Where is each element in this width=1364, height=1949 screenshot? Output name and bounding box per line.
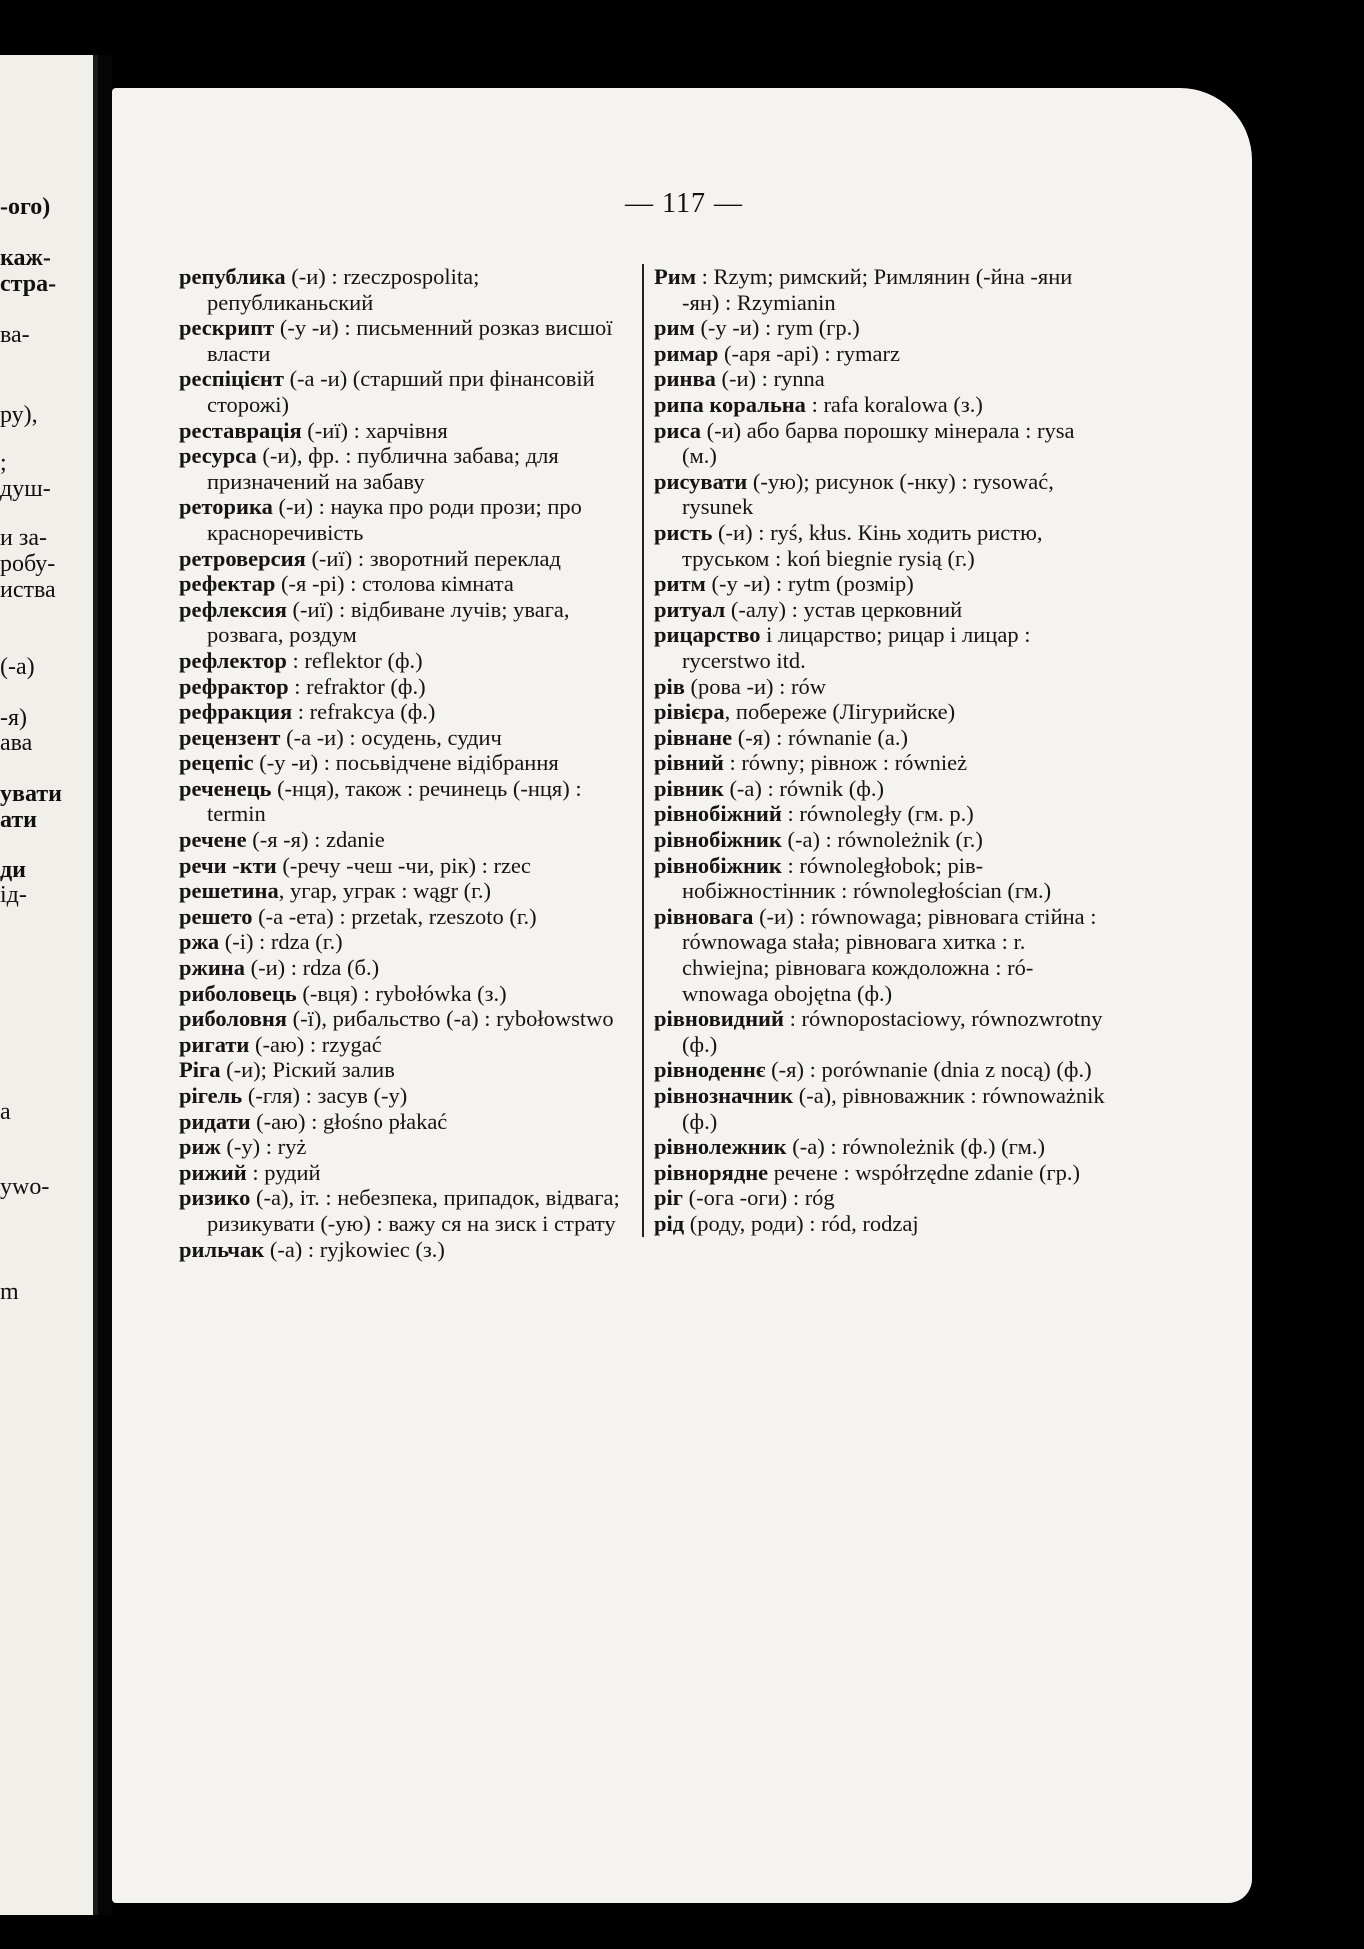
dictionary-entry [654,1160,1106,1186]
entry-definition: (-а -и) : осудень, судич [280,724,502,750]
entry-definition: (-у -и) : посьвідчене відібрання [253,750,559,776]
entry-headword: ритуал [654,596,726,622]
dictionary-entry [179,674,644,700]
dictionary-entry [179,1237,644,1263]
entry-headword: рівнобіжник [654,852,782,878]
left-page-fragment: ава [0,730,33,756]
dictionary-entry [654,801,1106,827]
dictionary-entry [179,1134,644,1160]
left-page-fragment: а [0,1099,11,1125]
entry-definition: (-а) : ryjkowiec (з.) [264,1236,445,1262]
entry-definition: (-у) : ryż [220,1134,307,1160]
dictionary-entry [654,622,1106,673]
dictionary-entry [179,929,644,955]
entry-definition: (-а -ета) : przetak, rzeszoto (г.) [252,903,537,929]
entry-headword: ритм [654,571,706,597]
dictionary-entry [179,443,644,494]
entry-headword: ризико [179,1185,251,1211]
entry-definition: (-нця), також : речинець (-нця) : termin [207,775,582,827]
entry-headword: римар [654,340,719,366]
entry-definition: (-а) : równoleżnik (ф.) (гм.) [786,1134,1045,1160]
dictionary-entry [179,853,644,879]
entry-definition: : refraktor (ф.) [288,673,426,699]
entry-headword: рівний [654,750,724,776]
dictionary-entry [654,366,1106,392]
entry-definition: (-и) : rzeczpospolita; републиканьский [207,264,480,315]
dictionary-entry [654,597,1106,623]
dictionary-entry [179,494,644,545]
entry-headword: рівноденнє [654,1057,766,1083]
entry-definition: (-вця) : rybołówka (з.) [296,980,507,1006]
left-page-fragment: m [0,1279,19,1305]
entry-headword: рівнобіжний [654,801,782,827]
entry-definition: (-а), іт. : небезпека, припадок, відвага; ризикувати (-ую) : важу ся на зиск і страту [207,1185,620,1236]
dictionary-entry [654,699,1106,725]
entry-definition: (-ую); рисунок (-нку) : rysować, rysunek [682,468,1054,520]
left-page-fragment: стра- [0,271,57,297]
dictionary-entry [179,699,644,725]
left-page-fragment: душ- [0,476,51,502]
page-number: — 117 — [625,188,743,219]
dictionary-entry [179,571,644,597]
dictionary-entry [179,597,644,648]
entry-definition: (-і) : rdza (г.) [219,929,343,955]
left-page-fragment: -ого) [0,194,51,220]
entry-definition: (-я -рі) : столова кімната [275,571,514,597]
entry-definition: : rafa koralowa (з.) [805,391,983,417]
entry-definition: : Rzym; римский; Римлянин (-йна -яни -ян) : Rzymianin [682,264,1073,315]
entry-headword: решето [179,903,253,929]
entry-headword: ристь [654,519,713,545]
entry-headword: респіцієнт [179,366,284,392]
entry-headword: рефектар [179,571,276,597]
entry-definition: (-а) : równoleżnik (г.) [781,827,983,853]
entry-definition: (-а), рівноважник : równoważnik (ф.) [682,1083,1105,1134]
entry-headword: реторика [179,494,273,520]
entry-definition: речене : współrzędne zdanie (гр.) [768,1159,1081,1185]
left-page-fragment: -я) [0,705,28,731]
entry-headword: рефлексия [179,596,287,622]
dictionary-entry [179,955,644,981]
left-page-fragment: ати [0,807,37,833]
dictionary-entry [654,1211,1106,1237]
entry-definition: (-у -и) : rym (гр.) [694,315,860,341]
dictionary-entry [179,366,644,417]
entry-definition: (-иї) : відбиване лучів; увага, розвага, роздум [207,596,570,648]
dictionary-entry [179,1185,644,1236]
previous-page-fragment [0,55,98,1915]
dictionary-entry [179,878,644,904]
dictionary-entry [179,315,644,366]
dictionary-entry [179,1083,644,1109]
entry-definition: (-я) : porównanie (dnia z nocą) (ф.) [765,1057,1092,1083]
entry-definition: (-речу -чеш -чи, рік) : rzec [276,852,531,878]
dictionary-entry [654,674,1106,700]
page-gap-shadow [98,55,112,1915]
entry-headword: рисувати [654,468,748,494]
entry-headword: Ріга [179,1057,221,1083]
dictionary-entry [654,1057,1106,1083]
entry-definition: : reflektor (ф.) [286,647,423,673]
entry-headword: рильчак [179,1236,265,1262]
entry-headword: рівієра [654,699,725,725]
entry-headword: ресурса [179,443,257,469]
dictionary-entry [654,853,1106,904]
entry-headword: рівнозначник [654,1083,794,1108]
dictionary-entry [179,418,644,444]
entry-headword: решетина [179,878,279,904]
entry-headword: рижий [179,1159,247,1185]
entry-definition: , угар, уграк : wągr (г.) [278,878,491,904]
entry-definition: (-аря -арі) : rymarz [718,340,900,366]
dictionary-entry [654,1185,1106,1211]
entry-definition: : refrakcya (ф.) [292,699,436,725]
dictionary-entry [654,315,1106,341]
entry-definition: (-аю) : rzygać [249,1031,382,1057]
dictionary-entry [654,264,1106,315]
entry-definition: (-иї) : зворотний переклад [305,545,561,571]
dictionary-entry [654,418,1106,469]
entry-headword: ригати [179,1031,250,1057]
entry-definition: (-и) : rdza (б.) [245,955,380,981]
dictionary-entry [654,750,1106,776]
entry-headword: рівнане [654,724,733,750]
entry-definition: : równoległy (гм. р.) [781,801,974,827]
entry-definition: (-у -и) : rytm (розмір) [705,571,914,597]
left-page-fragment: ; [0,450,7,476]
dictionary-entry [179,1057,644,1083]
entry-headword: ридати [179,1108,251,1134]
entry-definition: (-иї) : харчівня [301,417,448,443]
dictionary-entry [179,1160,644,1186]
entry-definition: (-и) : ryś, kłus. Кінь ходить ристю, труськом : koń biegnie rysią (г.) [682,519,1043,571]
left-page-fragment: каж- [0,245,51,271]
entry-headword: рів [654,673,685,699]
dictionary-entry [179,827,644,853]
entry-definition: (-и) : równowaga; рівновага стійна : równowaga stała; рівновага хитка : r. chwiejna; рівновага кождоложна : równowaga obojętna (ф.) [682,903,1097,1006]
left-page-fragment: ywo- [0,1174,50,1200]
entry-definition: (-а -и) (старший при фінансовій сторожі) [207,366,595,417]
dictionary-entry [179,546,644,572]
entry-headword: рівновидний [654,1006,784,1032]
entry-definition: (рова -и) : rów [684,673,826,699]
entry-headword: рівновага [654,903,754,929]
entry-headword: Рим [654,264,697,289]
entry-definition: (-ога -оги) : róg [682,1185,835,1211]
entry-definition: : рудий [246,1159,321,1185]
dictionary-entry [654,725,1106,751]
entry-definition: , побереже (Лігурийске) [724,699,956,725]
entry-definition: (-гля) : засув (-у) [242,1083,408,1108]
dictionary-entry [654,1134,1106,1160]
dictionary-entry [654,392,1106,418]
entry-definition: : równoległobok; рівнобіжностінник : równoległościan (гм.) [682,852,1052,904]
dictionary-entry [654,1083,1106,1134]
dictionary-entry [179,725,644,751]
left-page-fragment: увати [0,781,62,807]
dictionary-entry [179,1032,644,1058]
entry-headword: рівнолежник [654,1134,787,1160]
dictionary-entry [179,1006,644,1032]
entry-headword: ріг [654,1185,683,1211]
entry-headword: риболовня [179,1006,287,1032]
entry-headword: риболовець [179,980,297,1006]
entry-headword: реставрація [179,417,302,443]
entry-headword: рипа коральна [654,391,806,417]
dictionary-entry [654,520,1106,571]
right-column [642,264,1106,1237]
entry-definition: (-у -и) : письменний розказ висшої власти [207,315,613,366]
entry-headword: рим [654,315,695,341]
entry-definition: (-и), фр. : публична забава; для призначений на забаву [207,443,559,494]
entry-headword: реченець [179,775,272,801]
entry-headword: рескрипт [179,315,275,341]
left-page-fragment: (-а) [0,654,35,680]
entry-headword: рефлектор [179,647,287,673]
left-page-fragment: ва- [0,322,30,348]
dictionary-entry [179,904,644,930]
left-column [179,264,644,1262]
entry-headword: рефракция [179,699,293,725]
dictionary-entry [179,1109,644,1135]
dictionary-entry [654,341,1106,367]
entry-headword: рівник [654,775,724,801]
entry-headword: рівнорядне [654,1159,769,1185]
entry-definition: : równopostaciowy, równozwrotny (ф.) [682,1006,1103,1057]
left-page-fragment: ди [0,857,26,883]
entry-headword: рефрактор [179,673,289,699]
left-page-fragment: ід- [0,882,27,908]
entry-headword: рицарство [654,622,761,648]
entry-definition: (-ї), рибальство (-а) : rybołowstwo [287,1006,614,1032]
entry-definition: (роду, роди) : ród, rodzaj [684,1210,919,1236]
dictionary-entry [654,776,1106,802]
entry-headword: ржина [179,955,246,981]
dictionary-entry [654,571,1106,597]
entry-definition: (-и) : rynna [715,366,825,392]
entry-definition: (-и) або барва порошку мінерала : rysa (м.) [682,417,1075,469]
entry-headword: рецензент [179,724,281,750]
entry-headword: рівнобіжник [654,827,782,853]
left-page-fragment: иства [0,577,56,603]
entry-definition: : równy; рівнож : również [723,750,968,776]
dictionary-entry [654,469,1106,520]
entry-definition: (-а) : równik (ф.) [723,775,884,801]
left-page-fragment: и за- [0,525,47,551]
entry-headword: речене [179,827,247,853]
entry-headword: рід [654,1210,685,1236]
entry-definition: (-аю) : głośno płakać [250,1108,448,1134]
dictionary-entry [179,648,644,674]
dictionary-entry [179,776,644,827]
entry-headword: рігель [179,1083,243,1108]
left-page-fragment: ру), [0,402,38,428]
entry-definition: (-я) : równanie (а.) [732,724,908,750]
entry-definition: і лицарство; рицар і лицар : rycerstwo itd. [682,622,1031,673]
entry-definition: (-алу) : устав церковний [725,596,963,622]
entry-headword: република [179,264,286,289]
dictionary-entry [179,264,644,315]
entry-headword: ржа [179,929,220,955]
entry-definition: (-я -я) : zdanie [246,827,385,853]
entry-headword: риж [179,1134,221,1160]
entry-headword: рецепіс [179,750,254,776]
entry-definition: (-и) : наука про роди прози; про красноречивість [207,494,582,545]
entry-headword: риса [654,417,701,443]
entry-headword: ринва [654,366,716,392]
entry-definition: (-и); Ріский залив [220,1057,395,1083]
left-page-fragment: робу- [0,551,56,577]
entry-headword: ретроверсия [179,545,306,571]
dictionary-entry [179,750,644,776]
dictionary-page [112,88,1252,1903]
entry-headword: речи -кти [179,852,277,878]
dictionary-entry [654,827,1106,853]
dictionary-entry [179,981,644,1007]
dictionary-entry [654,1006,1106,1057]
dictionary-entry [654,904,1106,1006]
